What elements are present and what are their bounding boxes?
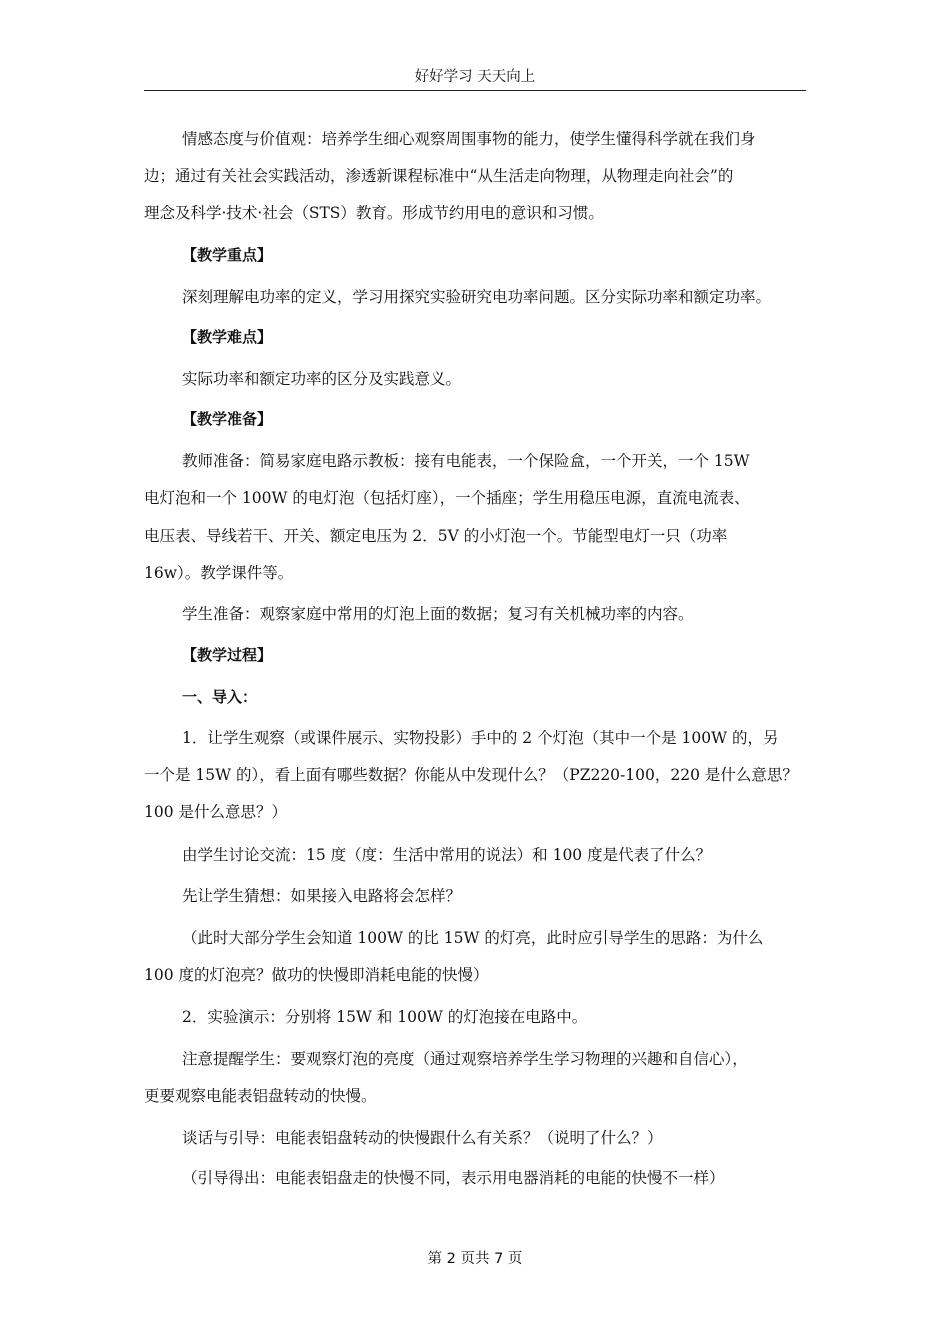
paragraph-line: 注意提醒学生：要观察灯泡的亮度（通过观察培养学生学习物理的兴趣和自信心）， — [182, 1050, 748, 1068]
paragraph-line: 由学生讨论交流：15 度（度：生活中常用的说法）和 100 度是代表了什么？ — [182, 846, 712, 864]
paragraph-line: 情感态度与价值观：培养学生细心观察周围事物的能力，使学生懂得科学就在我们身 — [182, 130, 756, 148]
paragraph-line: 电灯泡和一个 100W 的电灯泡（包括灯座），一个插座；学生用稳压电源，直流电流表、 — [144, 489, 750, 507]
paragraph-line: 更要观察电能表铝盘转动的快慢。 — [144, 1087, 377, 1105]
paragraph-line: （引导得出：电能表铝盘走的快慢不同，表示用电器消耗的电能的快慢不一样） — [182, 1169, 725, 1187]
section-heading: 【教学重点】 — [182, 246, 273, 264]
paragraph-line: 1．让学生观察（或课件展示、实物投影）手中的 2 个灯泡（其中一个是 100W 的，另 — [182, 729, 779, 747]
paragraph-line: （此时大部分学生会知道 100W 的比 15W 的灯亮，此时应引导学生的思路：为什么 — [182, 929, 764, 947]
paragraph-line: 理念及科学·技术·社会（STS）教育。形成节约用电的意识和习惯。 — [144, 204, 604, 222]
paragraph-line: 边；通过有关社会实践活动，渗透新课程标准中“从生活走向物理，从物理走向社会”的 — [144, 167, 734, 185]
paragraph-line: 100 度的灯泡亮？做功的快慢即消耗电能的快慢） — [144, 966, 489, 984]
paragraph-line: 16w）。教学课件等。 — [144, 564, 294, 582]
section-heading: 【教学难点】 — [182, 328, 273, 346]
section-heading: 【教学准备】 — [182, 410, 273, 428]
section-heading: 【教学过程】 — [182, 646, 273, 664]
paragraph-line: 实际功率和额定功率的区分及实践意义。 — [182, 370, 462, 388]
paragraph-line: 教师准备：简易家庭电路示教板：接有电能表，一个保险盒，一个开关，一个 15W — [182, 452, 750, 470]
paragraph-line: 电压表、导线若干、开关、额定电压为 2．5V 的小灯泡一个。节能型电灯一只（功率 — [144, 527, 728, 545]
paragraph-line: 一个是 15W 的），看上面有哪些数据？你能从中发现什么？（PZ220-100，220 是什么意思？ — [144, 766, 798, 784]
page-header: 好好学习 天天向上 — [144, 66, 806, 91]
paragraph-line: 学生准备：观察家庭中常用的灯泡上面的数据；复习有关机械功率的内容。 — [182, 605, 694, 623]
paragraph-line: 深刻理解电功率的定义，学习用探究实验研究电功率问题。区分实际功率和额定功率。 — [182, 288, 772, 306]
paragraph-line: 先让学生猜想：如果接入电路将会怎样？ — [182, 887, 462, 905]
paragraph-line: 100 是什么意思？） — [144, 803, 288, 821]
paragraph-line: 2．实验演示：分别将 15W 和 100W 的灯泡接在电路中。 — [182, 1008, 588, 1026]
subsection-heading: 一、导入： — [182, 688, 258, 706]
page-footer: 第 2 页共 7 页 — [427, 1251, 523, 1267]
paragraph-line: 谈话与引导：电能表铝盘转动的快慢跟什么有关系？（说明了什么？） — [182, 1129, 663, 1147]
